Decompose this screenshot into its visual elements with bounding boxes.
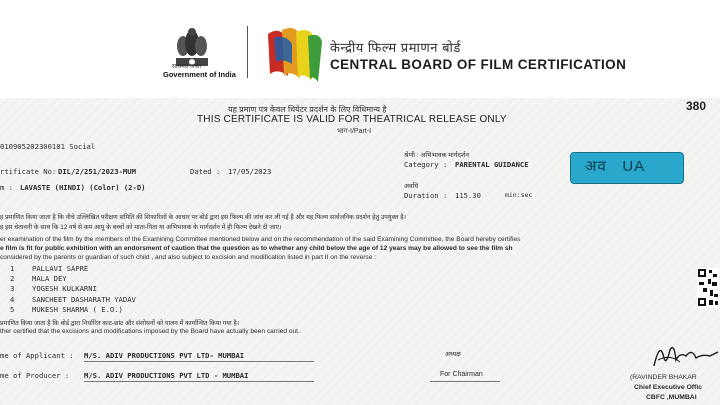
serial-number: 380 <box>686 99 707 113</box>
applicant-label: me of Applicant : <box>0 351 74 360</box>
committee-member: SANCHEET DASHARATH YADAV <box>32 295 136 304</box>
government-label: Government of India <box>163 70 236 79</box>
committee-member: MALA DEY <box>32 274 67 283</box>
certificate-number-label: rtificate No: <box>0 167 57 176</box>
rating-symbol <box>585 156 645 176</box>
category-label: Category : <box>404 160 448 169</box>
dated-label: Dated : <box>190 167 221 176</box>
producer-value: M/S. ADIV PRODUCTIONS PVT LTD - MUMBAI <box>84 371 249 380</box>
committee-num: 3 <box>10 284 15 293</box>
duration-label: Duration : <box>404 191 448 200</box>
validity-note-hindi: यह प्रमाण पत्र केवल थियेटर प्रदर्शन के लिए विधिमान्य है <box>228 105 387 114</box>
certificate-number: DIL/2/251/2023-MUM <box>58 167 136 176</box>
cbfc-logo-icon <box>266 24 322 82</box>
signatory-name: (RAVINDER BHAKAR <box>630 374 697 381</box>
letterhead <box>0 0 720 98</box>
signatory-place: CBFC ,MUMBAI <box>646 394 697 401</box>
board-name: CENTRAL BOARD OF FILM CERTIFICATION <box>330 57 627 72</box>
hindi-body-1: ह प्रमाणित किया जाता है कि नीचे उल्लिखित परीक्षण समिति की सिफारिशों के आधार पर बोर्ड द्वारा इस फिल्म की जांच कर ली गई है और यह फिल्म सार्वजनिक प्रदर्शन हेतु उपयुक्त है। <box>0 214 406 221</box>
committee-member: YOGESH KULKARNI <box>32 284 97 293</box>
rating-hindi: अव <box>585 158 607 175</box>
dated-value: 17/05/2023 <box>228 167 272 176</box>
duration-value: 115.30 <box>455 191 481 200</box>
applicant-underline <box>84 361 314 362</box>
chairman-label: For Chairman <box>440 371 483 378</box>
committee-num: 1 <box>10 264 15 273</box>
emblem-motto: सत्यमेव जयते <box>172 64 202 70</box>
committee-member: PALLAVI SAPRE <box>32 264 89 273</box>
body-line-2: e film is fit for public exhibition with an endorsment of caution that the question as to whether any child below the age of 12 years may be allowed to see the film sh <box>0 245 513 252</box>
qr-code-icon <box>697 268 719 308</box>
board-name-hindi: केन्द्रीय फिल्म प्रमाणन बोर्ड <box>330 40 461 55</box>
category-hindi: श्रेणी : अभिभावक मार्गदर्शन <box>404 152 469 159</box>
hindi-body-2: ह इस चेतावनी के साथ कि 12 वर्ष से कम आयु के बच्चों को माता-पिता या अभिभावक के मार्गदर्शन में ही फिल्म देखने दी जाए। <box>0 224 282 231</box>
chairman-hindi: अध्यक्ष <box>445 351 461 358</box>
body-line-1: er examination of the film by the members of the Examining Committee mentioned below and on the recommendation of the said Examining Committee, the Board hereby certifies <box>0 236 521 243</box>
chairman-underline <box>430 381 500 382</box>
producer-label: me of Producer : <box>0 371 70 380</box>
committee-member: MUKESH SHARMA ( E.O.) <box>32 305 123 314</box>
validity-note: THIS CERTIFICATE IS VALID FOR THEATRICAL RELEASE ONLY <box>197 114 507 125</box>
film-title: LAVASTE (HINDI) (Color) (2-D) <box>20 183 146 192</box>
committee-num: 4 <box>10 295 15 304</box>
signatory-title: Chief Executive Offic <box>634 384 702 391</box>
further-certified: ther certified that the excisions and modifications imposed by the Board have actually been carried out. <box>0 328 300 335</box>
part-label: भाग-I/Part-I <box>337 128 372 135</box>
rating-value: UA <box>622 158 646 175</box>
film-label: m : <box>0 183 13 192</box>
hindi-body-3: प्रमाणित किया जाता है कि बोर्ड द्वारा निर्धारित काट-छांट और संशोधनों को पालन में कार्यान्वित किया गया है। <box>0 320 240 327</box>
committee-num: 2 <box>10 274 15 283</box>
category-value: PARENTAL GUIDANCE <box>455 160 529 169</box>
producer-underline <box>84 381 314 382</box>
certificate-id: 010905202300101 Social <box>0 142 96 151</box>
duration-unit: min:sec <box>505 191 533 199</box>
header-divider <box>247 26 248 78</box>
duration-hindi: अवधि <box>404 183 419 190</box>
signature-icon <box>650 338 720 370</box>
applicant-value: M/S. ADIV PRODUCTIONS PVT LTD- MUMBAI <box>84 351 245 360</box>
body-line-3: considered by the parents or guardian of such child , and also subject to excision and modification listed in part II on the reverse : <box>0 254 377 261</box>
committee-num: 5 <box>10 305 15 314</box>
